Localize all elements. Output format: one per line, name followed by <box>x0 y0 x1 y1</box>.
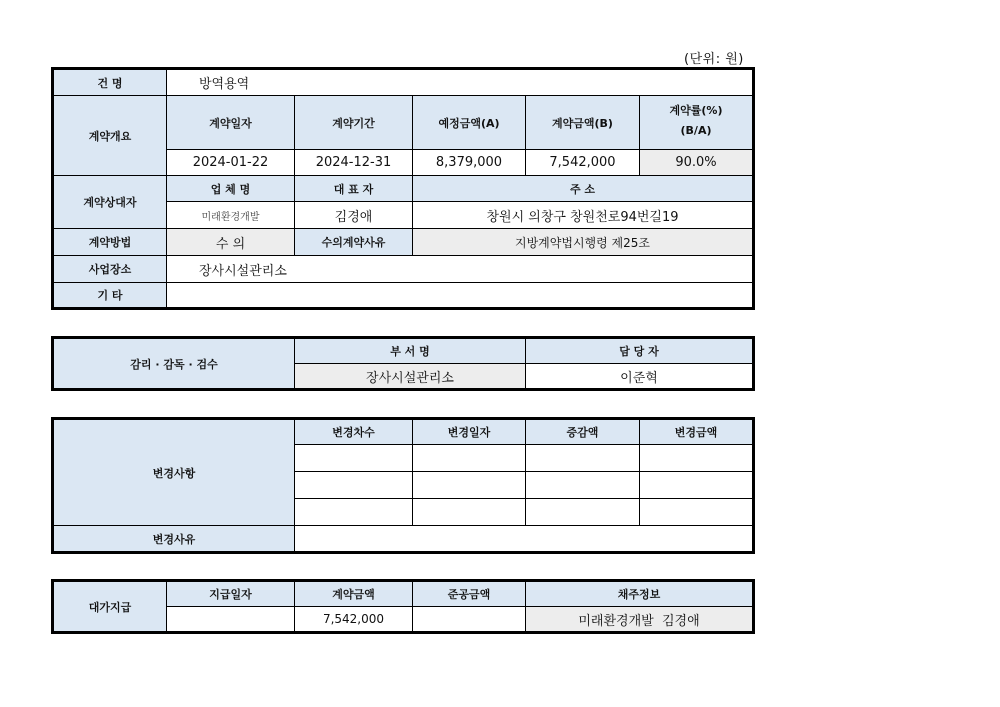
contract-name-value: 방역용역 <box>167 69 754 96</box>
value-representative: 김경애 <box>295 202 413 229</box>
etc-label: 기 타 <box>53 283 167 309</box>
value-completion-amount <box>413 607 526 633</box>
reason-label: 수의계약사유 <box>295 229 413 256</box>
change-reason-value <box>295 526 754 553</box>
header-company: 업 체 명 <box>167 176 295 202</box>
etc-value <box>167 283 754 309</box>
payment-table <box>51 579 755 634</box>
value-address: 창원시 의창구 창원천로94번길19 <box>413 202 754 229</box>
header-contract-period: 계약기간 <box>295 96 413 150</box>
changes-label: 변경사항 <box>53 419 295 526</box>
method-value: 수 의 <box>167 229 295 256</box>
changes-table <box>51 417 755 554</box>
change-cell <box>295 445 413 472</box>
header-change-amount: 변경금액 <box>640 419 754 445</box>
change-cell <box>295 499 413 526</box>
value-payment-contract-amount: 7,542,000 <box>295 607 413 633</box>
rate-header-line1: 계약률(%) <box>669 103 723 117</box>
value-company: 미래환경개발 <box>167 202 295 229</box>
overview-label: 계약개요 <box>53 96 167 176</box>
header-creditor-info: 채주정보 <box>526 581 754 607</box>
site-label: 사업장소 <box>53 256 167 283</box>
change-cell <box>413 445 526 472</box>
value-department: 장사시설관리소 <box>295 364 526 390</box>
method-label: 계약방법 <box>53 229 167 256</box>
change-cell <box>295 472 413 499</box>
change-cell <box>526 472 640 499</box>
header-change-round: 변경차수 <box>295 419 413 445</box>
party-label: 계약상대자 <box>53 176 167 229</box>
value-payment-date <box>167 607 295 633</box>
header-change-date: 변경일자 <box>413 419 526 445</box>
header-completion-amount: 준공금액 <box>413 581 526 607</box>
change-cell <box>413 472 526 499</box>
change-cell <box>640 499 754 526</box>
payment-label: 대가지급 <box>53 581 167 633</box>
header-payment-contract-amount: 계약금액 <box>295 581 413 607</box>
header-address: 주 소 <box>413 176 754 202</box>
change-cell <box>640 445 754 472</box>
contract-table <box>51 67 755 310</box>
value-contract-period: 2024-12-31 <box>295 150 413 176</box>
change-reason-label: 변경사유 <box>53 526 295 553</box>
header-contract-amount: 계약금액(B) <box>526 96 640 150</box>
site-value: 장사시설관리소 <box>167 256 754 283</box>
value-contract-amount: 7,542,000 <box>526 150 640 176</box>
header-payment-date: 지급일자 <box>167 581 295 607</box>
inspection-label: 감리 · 감독 · 검수 <box>53 338 295 390</box>
header-estimated-amount: 예정금액(A) <box>413 96 526 150</box>
unit-label: (단위: 원) <box>684 52 744 67</box>
value-contract-rate: 90.0% <box>640 150 754 176</box>
header-person: 담 당 자 <box>526 338 754 364</box>
rate-header-line2: (B/A) <box>680 123 712 137</box>
header-department: 부 서 명 <box>295 338 526 364</box>
change-cell <box>413 499 526 526</box>
header-representative: 대 표 자 <box>295 176 413 202</box>
header-contract-date: 계약일자 <box>167 96 295 150</box>
header-contract-rate <box>640 96 754 150</box>
header-change-delta: 증감액 <box>526 419 640 445</box>
value-person: 이준혁 <box>526 364 754 390</box>
value-contract-date: 2024-01-22 <box>167 150 295 176</box>
change-cell <box>526 499 640 526</box>
reason-value: 지방계약법시행령 제25조 <box>413 229 754 256</box>
change-cell <box>640 472 754 499</box>
value-estimated-amount: 8,379,000 <box>413 150 526 176</box>
inspection-table <box>51 336 755 391</box>
contract-name-label: 건 명 <box>53 69 167 96</box>
value-creditor-info: 미래환경개발 김경애 <box>526 607 754 633</box>
change-cell <box>526 445 640 472</box>
